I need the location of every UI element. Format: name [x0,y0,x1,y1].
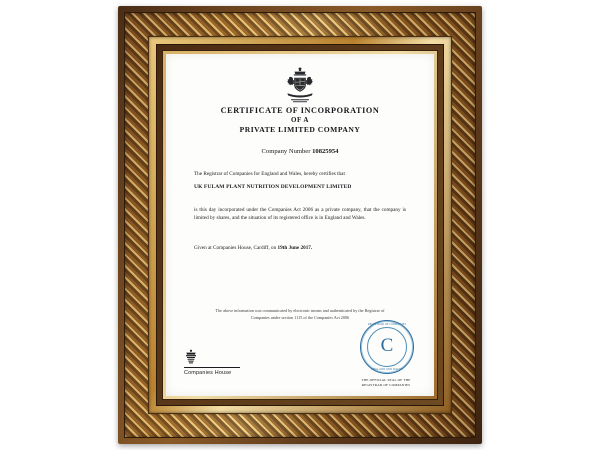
given-at-date: 19th June 2017. [277,245,313,251]
given-at-prefix: Given at Companies House, Cardiff, on [194,245,278,251]
certificate-title [166,106,434,134]
royal-coat-of-arms-icon [280,66,320,109]
seal-caption-line-1: THE OFFICIAL SEAL OF THE [361,377,411,382]
companies-house-crown-icon [184,349,198,365]
companies-house-name: Companies House [184,370,232,376]
certificate-title-line-3: PRIVATE LIMITED COMPANY [239,125,361,134]
official-seal-icon [360,320,414,374]
seal-arc-top-text: REGISTRAR OF COMPANIES [367,323,407,326]
seal-caption [346,378,426,388]
electronic-authentication-footnote: The above information was communicated by electronic means and authenticated by the Registrar of Companies under section 1115 of the Companies Act 2006 [215,308,385,320]
registrar-certifies-text: The Registrar of Companies for England and Wales, hereby certifies that [194,171,345,177]
incorporation-statement: is this day incorporated under the Companies Act 2006 as a private company, that the company is limited by shares, and the situation of its registered office is in England and Wales. [194,207,406,222]
given-at-statement [194,244,406,252]
company-number-value: 10825954 [312,148,339,155]
certificate-title-line-1: CERTIFICATE OF INCORPORATION [220,106,380,115]
company-name: UK FULAM PLANT NUTRITION DEVELOPMENT LIMITED [194,184,352,190]
company-number-row [166,148,434,155]
companies-house-rule [184,367,240,368]
certificate-document [166,54,434,396]
seal-letter: C [380,334,394,356]
companies-house-logo [184,349,240,376]
seal-caption-line-2: REGISTRAR OF COMPANIES [361,382,411,387]
seal-arc-bottom-text: ENGLAND AND WALES [371,368,403,371]
certificate-title-line-2: OF A [291,116,309,124]
company-number-label: Company Number [261,148,311,155]
